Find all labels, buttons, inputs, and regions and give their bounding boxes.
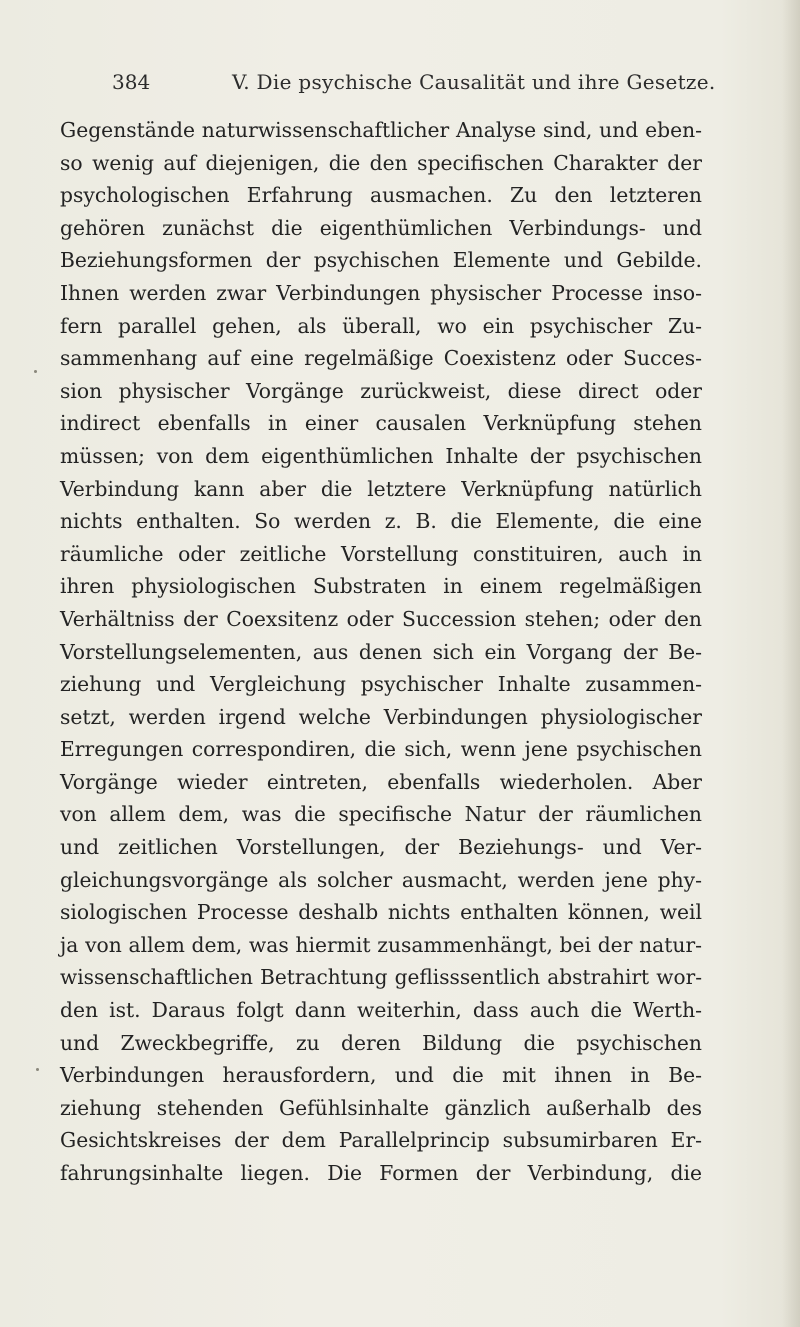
text-line: räumliche oder zeitliche Vorstellung constituiren, auch in	[60, 541, 702, 566]
paper-speck	[36, 1068, 39, 1071]
text-line: indirect ebenfalls in einer causalen Verknüpfung stehen	[60, 411, 702, 436]
text-line: siologischen Processe deshalb nichts enthalten können, weil	[60, 900, 702, 925]
text-line: fahrungsinhalte liegen. Die Formen der Verbindung, die	[60, 1161, 702, 1185]
text-line: Verbindung kann aber die letztere Verknüpfung natürlich	[60, 476, 702, 501]
text-line: und Zweckbegriffe, zu deren Bildung die psychischen	[60, 1030, 702, 1055]
text-line: gehören zunächst die eigenthümlichen Verbindungs- und	[60, 215, 702, 240]
text-line: fern parallel gehen, als überall, wo ein psychischer Zu-	[60, 313, 702, 338]
text-line: Gegenstände naturwissenschaftlicher Analyse sind, und eben-	[60, 118, 702, 142]
text-line: Vorgänge wieder eintreten, ebenfalls wiederholen. Aber	[60, 769, 702, 794]
page-edge-shadow	[782, 0, 800, 1327]
text-line: Verbindungen herausfordern, und die mit ihnen in Be-	[60, 1063, 702, 1088]
text-line: ziehung stehenden Gefühlsinhalte gänzlich außerhalb des	[60, 1095, 702, 1120]
text-line: sion physischer Vorgänge zurückweist, diese direct oder	[60, 378, 702, 403]
text-line: Erregungen correspondiren, die sich, wenn jene psychischen	[60, 737, 702, 762]
paper-speck	[34, 370, 37, 373]
text-line: den ist. Daraus folgt dann weiterhin, dass auch die Werth-	[60, 998, 702, 1023]
text-line: wissenschaftlichen Betrachtung geflisssentlich abstrahirt wor-	[60, 965, 702, 990]
text-line: psychologischen Erfahrung ausmachen. Zu den letzteren	[60, 183, 702, 208]
chapter-title: V. Die psychische Causalität und ihre Gesetze.	[232, 70, 716, 94]
text-line: Verhältniss der Coexsitenz oder Succession stehen; oder den	[60, 606, 702, 631]
text-line: gleichungsvorgänge als solcher ausmacht, werden jene phy-	[60, 867, 702, 892]
text-line: Ihnen werden zwar Verbindungen physischer Processe inso-	[60, 280, 702, 305]
body-paragraph	[60, 114, 702, 1190]
text-line: so wenig auf diejenigen, die den specifischen Charakter der	[60, 150, 702, 175]
text-line: ihren physiologischen Substraten in einem regelmäßigen	[60, 574, 702, 599]
text-line: Vorstellungselementen, aus denen sich ein Vorgang der Be-	[60, 639, 702, 664]
text-line: und zeitlichen Vorstellungen, der Beziehungs- und Ver-	[60, 835, 702, 860]
text-line: ja von allem dem, was hiermit zusammenhängt, bei der natur-	[60, 932, 702, 957]
text-line: Gesichtskreises der dem Parallelprincip subsumirbaren Er-	[60, 1128, 702, 1153]
text-line: von allem dem, was die specifische Natur der räumlichen	[60, 802, 702, 827]
text-line: sammenhang auf eine regelmäßige Coexistenz oder Succes-	[60, 346, 702, 371]
text-line: ziehung und Vergleichung psychischer Inhalte zusammen-	[60, 672, 702, 697]
running-header	[112, 70, 716, 100]
text-line: Beziehungsformen der psychischen Elemente und Gebilde.	[60, 248, 702, 273]
text-line: nichts enthalten. So werden z. B. die Elemente, die eine	[60, 509, 702, 534]
text-line: müssen; von dem eigenthümlichen Inhalte der psychischen	[60, 443, 702, 468]
text-line: setzt, werden irgend welche Verbindungen physiologischer	[60, 704, 702, 729]
page-number: 384	[112, 70, 151, 94]
